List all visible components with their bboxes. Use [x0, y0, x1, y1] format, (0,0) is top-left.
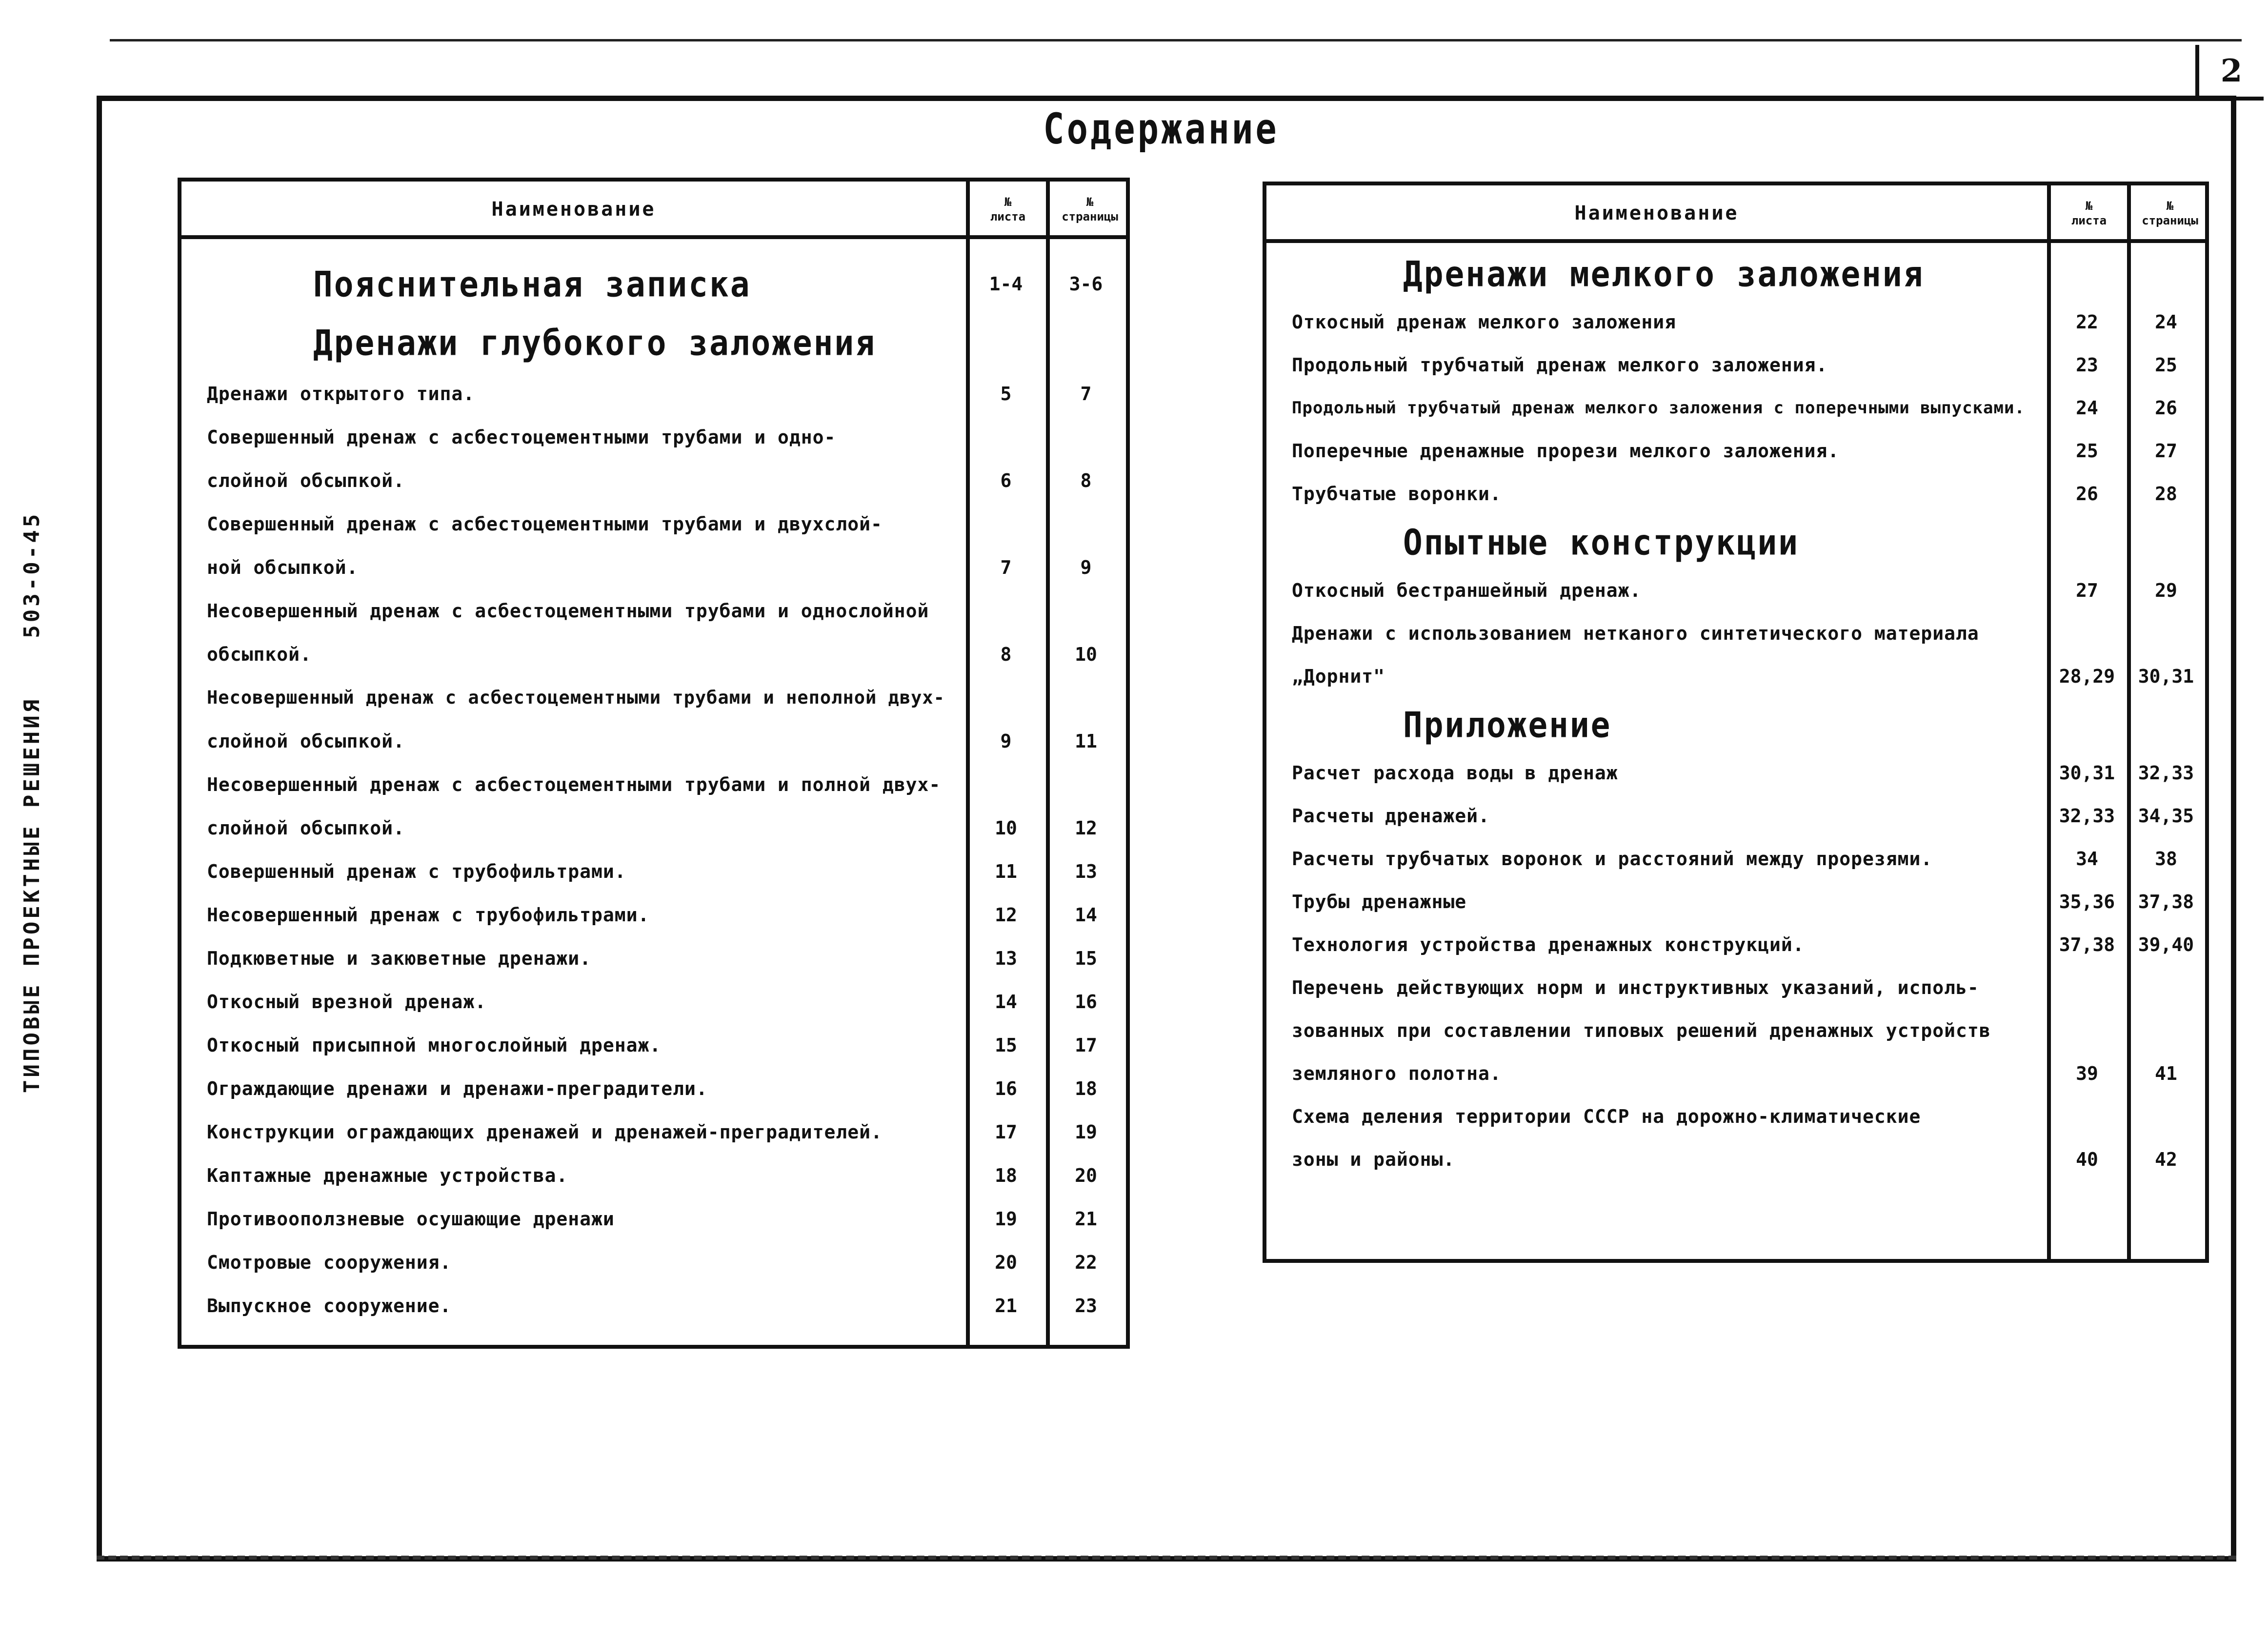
- sheet-number: 9: [1000, 730, 1012, 752]
- sheet-number: 14: [995, 991, 1017, 1013]
- contents-row: [1266, 966, 2205, 1009]
- page-number: 16: [1075, 991, 1097, 1013]
- sheet-number: [2047, 515, 2127, 569]
- page-number: [2127, 698, 2205, 751]
- page-number: [2127, 966, 2205, 1009]
- sheet-number: 26: [2076, 483, 2098, 505]
- item-name: Несовершенный дренаж с асбестоцементными трубами и полной двух-: [207, 773, 941, 795]
- page-number: 26: [2155, 397, 2177, 419]
- page-number: 32,33: [2138, 762, 2194, 784]
- page-number: 17: [1075, 1034, 1097, 1056]
- section-heading: Пояснительная записка: [313, 263, 751, 305]
- header-sheet-number-line: №: [2085, 199, 2093, 213]
- sheet-number: 12: [995, 904, 1017, 926]
- sheet-number: 7: [1000, 556, 1012, 578]
- sheet-number: [966, 502, 1046, 546]
- contents-row: [181, 980, 1126, 1023]
- page-number: 21: [1075, 1208, 1097, 1230]
- header-page-number-line: страницы: [2142, 214, 2198, 227]
- page-number: 22: [1075, 1251, 1097, 1273]
- sheet-number: 23: [2076, 354, 2098, 376]
- header-sheet-number-line: листа: [2071, 214, 2107, 227]
- item-name: ной обсыпкой.: [207, 556, 359, 578]
- header-sheet-number: [2051, 185, 2127, 241]
- contents-row: [1266, 655, 2205, 698]
- sheet-number: [966, 313, 1046, 372]
- contents-row: [181, 502, 1126, 546]
- page-number: 42: [2155, 1149, 2177, 1170]
- page-number: 37,38: [2138, 891, 2194, 913]
- page-number: 2: [2220, 52, 2243, 89]
- page-number: 23: [1075, 1295, 1097, 1317]
- contents-row: [181, 763, 1126, 806]
- item-name: Расчеты трубчатых воронок и расстояний между прорезями.: [1292, 848, 1933, 870]
- page-number: 41: [2155, 1063, 2177, 1084]
- contents-row: [1266, 612, 2205, 655]
- header-sheet-number-line: №: [1004, 195, 1012, 209]
- sheet-number: 27: [2076, 580, 2098, 601]
- header-name: Наименование: [491, 198, 656, 221]
- page-number-box: [2195, 45, 2264, 101]
- header-page-number-line: №: [1086, 195, 1094, 209]
- sheet-number: [2047, 1095, 2127, 1138]
- page-number: [1046, 502, 1126, 546]
- item-name: Продольный трубчатый дренаж мелкого заложения с поперечными выпусками.: [1292, 398, 2025, 418]
- header-page-number: [2131, 185, 2209, 241]
- sheet-number: 40: [2076, 1149, 2098, 1170]
- contents-row: [1266, 1052, 2205, 1095]
- contents-row: [1266, 751, 2205, 794]
- sheet-number: [966, 589, 1046, 632]
- page-number: [1046, 415, 1126, 459]
- page-number: [2127, 247, 2205, 301]
- page-number: [2127, 1095, 2205, 1138]
- contents-row: [1266, 472, 2205, 515]
- item-name: Совершенный дренаж с трубофильтрами.: [207, 860, 626, 882]
- contents-row: [181, 415, 1126, 459]
- contents-table-right: [1263, 182, 2209, 1263]
- sheet-number: 18: [995, 1164, 1017, 1186]
- header-sheet-number-line: листа: [990, 210, 1026, 223]
- contents-row: [1266, 429, 2205, 472]
- item-name: Совершенный дренаж с асбестоцементными трубами и одно-: [207, 426, 836, 448]
- page-number: 19: [1075, 1121, 1097, 1143]
- item-name: Откосный бестраншейный дренаж.: [1292, 580, 1642, 601]
- page-number: 28: [2155, 483, 2177, 505]
- sheet-number: [966, 415, 1046, 459]
- section-heading: Опытные конструкции: [1403, 521, 1799, 563]
- item-name: Продольный трубчатый дренаж мелкого заложения.: [1292, 354, 1828, 376]
- page-number: 24: [2155, 311, 2177, 333]
- contents-row: [1266, 1095, 2205, 1138]
- page-number: 38: [2155, 848, 2177, 870]
- header-sheet-number: [970, 182, 1046, 237]
- sheet-number: 1-4: [989, 273, 1023, 295]
- sheet-number: [2047, 1009, 2127, 1052]
- sheet-number: 24: [2076, 397, 2098, 419]
- sheet-number: 15: [995, 1034, 1017, 1056]
- page-number: [1046, 313, 1126, 372]
- contents-row: [181, 719, 1126, 763]
- contents-row: [181, 459, 1126, 502]
- page-number: 25: [2155, 354, 2177, 376]
- header-divider: [1266, 239, 2205, 243]
- sheet-number: [2047, 247, 2127, 301]
- sheet-number: 8: [1000, 643, 1012, 665]
- item-name: Ограждающие дренажи и дренажи-преградители.: [207, 1077, 708, 1099]
- header-page-number-line: страницы: [1062, 210, 1118, 223]
- sheet-number: 39: [2076, 1063, 2098, 1084]
- item-name: Смотровые сооружения.: [207, 1251, 452, 1273]
- contents-row: [181, 1154, 1126, 1197]
- contents-row: [181, 1110, 1126, 1154]
- item-name: Конструкции ограждающих дренажей и дренажей-преградителей.: [207, 1121, 883, 1143]
- sheet-number: 17: [995, 1121, 1017, 1143]
- sheet-number: 6: [1000, 469, 1012, 491]
- sheet-number: [966, 763, 1046, 806]
- sheet-number: 19: [995, 1208, 1017, 1230]
- item-name: Противооползневые осушающие дренажи: [207, 1208, 615, 1230]
- section-heading-row: [181, 255, 1126, 313]
- contents-row: [1266, 1138, 2205, 1181]
- contents-row: [181, 1067, 1126, 1110]
- item-name: Откосный присыпной многослойный дренаж.: [207, 1034, 662, 1056]
- item-name: слойной обсыпкой.: [207, 730, 405, 752]
- sheet-number: 32,33: [2059, 805, 2115, 827]
- page-number: 27: [2155, 440, 2177, 462]
- contents-row: [181, 850, 1126, 893]
- section-heading-row: [1266, 247, 2205, 301]
- bottom-dashed-line: [97, 1556, 2236, 1560]
- page-number: 29: [2155, 580, 2177, 601]
- sheet-number: 10: [995, 817, 1017, 839]
- item-name: Несовершенный дренаж с асбестоцементными трубами и неполной двух-: [207, 687, 945, 708]
- contents-row: [1266, 923, 2205, 966]
- item-name: слойной обсыпкой.: [207, 469, 405, 491]
- side-stamp-title: ТИПОВЫЕ ПРОЕКТНЫЕ РЕШЕНИЯ: [19, 696, 44, 1093]
- sheet-number: 5: [1000, 383, 1012, 405]
- page-number: [1046, 763, 1126, 806]
- item-name: слойной обсыпкой.: [207, 817, 405, 839]
- sheet-number: 11: [995, 860, 1017, 882]
- contents-row: [181, 936, 1126, 980]
- page-number: 10: [1075, 643, 1097, 665]
- page-number: 15: [1075, 947, 1097, 969]
- contents-row: [181, 1240, 1126, 1284]
- top-border-line: [110, 39, 2242, 41]
- contents-row: [181, 632, 1126, 676]
- contents-row: [181, 893, 1126, 936]
- contents-row: [181, 589, 1126, 632]
- page-number: [2127, 1009, 2205, 1052]
- sheet-number: 34: [2076, 848, 2098, 870]
- page-title: Содержание: [1043, 104, 1279, 154]
- page-number: 8: [1080, 469, 1092, 491]
- side-stamp-code: 503-0-45: [19, 511, 44, 638]
- page-number: [1046, 589, 1126, 632]
- sheet-number: 22: [2076, 311, 2098, 333]
- section-heading: Дренажи мелкого заложения: [1403, 253, 1925, 295]
- contents-row: [181, 1284, 1126, 1327]
- page-number: [2127, 612, 2205, 655]
- page-number: 30,31: [2138, 666, 2194, 687]
- sheet-number: 30,31: [2059, 762, 2115, 784]
- contents-row: [181, 1197, 1126, 1240]
- item-name: Откосный дренаж мелкого заложения: [1292, 311, 1676, 333]
- page-number: 18: [1075, 1077, 1097, 1099]
- sheet-number: [2047, 966, 2127, 1009]
- section-heading-row: [1266, 515, 2205, 569]
- sheet-number: 25: [2076, 440, 2098, 462]
- sheet-number: [2047, 612, 2127, 655]
- item-name: Несовершенный дренаж с трубофильтрами.: [207, 904, 650, 926]
- header-divider: [181, 235, 1126, 239]
- sheet-number: 13: [995, 947, 1017, 969]
- page-number: 9: [1080, 556, 1092, 578]
- item-name: Расчеты дренажей.: [1292, 805, 1490, 827]
- item-name: Технология устройства дренажных конструкций.: [1292, 934, 1805, 955]
- sheet-number: [2047, 698, 2127, 751]
- item-name: Дренажи с использованием нетканого синтетического материала: [1292, 623, 1979, 644]
- item-name: Подкюветные и закюветные дренажи.: [207, 947, 591, 969]
- item-name: Расчет расхода воды в дренаж: [1292, 762, 1618, 784]
- contents-row: [181, 372, 1126, 415]
- item-name: Совершенный дренаж с асбестоцементными трубами и двухслой-: [207, 513, 883, 535]
- page-number: 13: [1075, 860, 1097, 882]
- contents-row: [1266, 386, 2205, 429]
- contents-row: [1266, 1009, 2205, 1052]
- page-number: 20: [1075, 1164, 1097, 1186]
- item-name: Дренажи открытого типа.: [207, 383, 475, 405]
- contents-row: [181, 1023, 1126, 1067]
- sheet-number: 20: [995, 1251, 1017, 1273]
- contents-row: [181, 676, 1126, 719]
- page-number: [1046, 676, 1126, 719]
- contents-row: [1266, 837, 2205, 880]
- page-number: 3-6: [1069, 273, 1103, 295]
- page-number: 39,40: [2138, 934, 2194, 955]
- sheet-number: 37,38: [2059, 934, 2115, 955]
- section-heading: Приложение: [1403, 704, 1612, 746]
- item-name: зоны и районы.: [1292, 1149, 1455, 1170]
- sheet-number: 28,29: [2059, 666, 2115, 687]
- item-name: земляного полотна.: [1292, 1063, 1502, 1084]
- page-number: 7: [1080, 383, 1092, 405]
- header-name: Наименование: [1574, 202, 1739, 224]
- item-name: Откосный врезной дренаж.: [207, 991, 487, 1013]
- contents-row: [1266, 569, 2205, 612]
- contents-row: [1266, 344, 2205, 386]
- section-heading: Дренажи глубокого заложения: [313, 322, 876, 364]
- page-number: 12: [1075, 817, 1097, 839]
- page-number: [2127, 515, 2205, 569]
- contents-row: [181, 806, 1126, 850]
- item-name: обсыпкой.: [207, 643, 312, 665]
- item-name: Схема деления территории СССР на дорожно-климатические: [1292, 1106, 1921, 1127]
- contents-row: [1266, 301, 2205, 344]
- header-page-number-line: №: [2166, 199, 2174, 213]
- sheet-number: 16: [995, 1077, 1017, 1099]
- item-name: Перечень действующих норм и инструктивных указаний, исполь-: [1292, 977, 1979, 998]
- item-name: Поперечные дренажные прорези мелкого заложения.: [1292, 440, 1840, 462]
- item-name: Трубчатые воронки.: [1292, 483, 1502, 505]
- contents-row: [1266, 794, 2205, 837]
- side-stamp: [5, 468, 59, 1093]
- contents-table-left: [178, 178, 1130, 1349]
- item-name: Трубы дренажные: [1292, 891, 1467, 913]
- contents-row: [181, 546, 1126, 589]
- header-page-number: [1050, 182, 1130, 237]
- item-name: „Дорнит": [1292, 666, 1385, 687]
- sheet-number: 35,36: [2059, 891, 2115, 913]
- contents-row: [1266, 880, 2205, 923]
- sheet-number: 21: [995, 1295, 1017, 1317]
- section-heading-row: [1266, 698, 2205, 751]
- sheet-number: [966, 676, 1046, 719]
- item-name: Несовершенный дренаж с асбестоцементными трубами и однослойной: [207, 600, 929, 622]
- page-number: 34,35: [2138, 805, 2194, 827]
- item-name: Выпускное сооружение.: [207, 1295, 452, 1317]
- section-heading-row: [181, 313, 1126, 372]
- page-number: 11: [1075, 730, 1097, 752]
- page-number: 14: [1075, 904, 1097, 926]
- item-name: Каптажные дренажные устройства.: [207, 1164, 568, 1186]
- item-name: зованных при составлении типовых решений дренажных устройств: [1292, 1020, 1991, 1041]
